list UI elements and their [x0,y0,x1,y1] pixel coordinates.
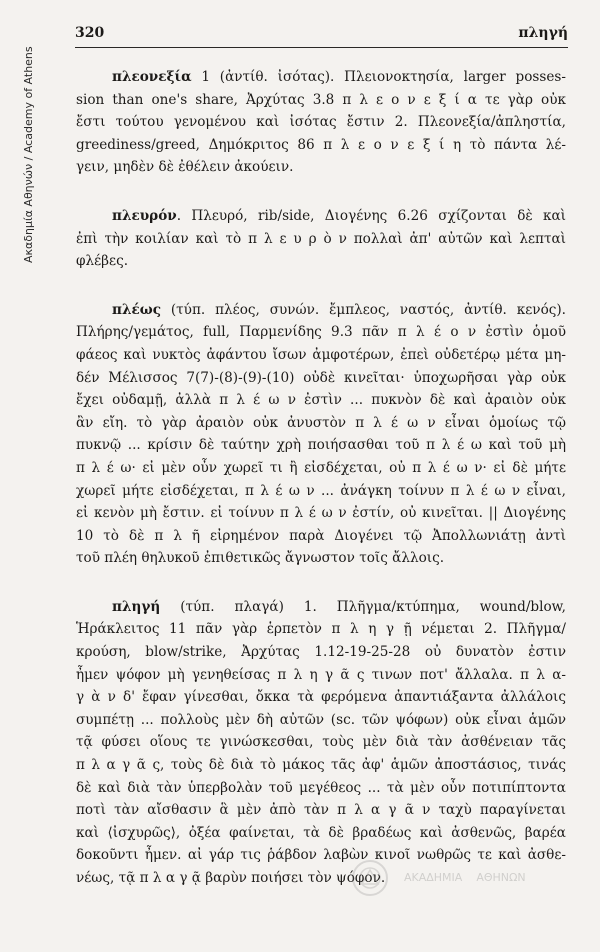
entry-text: (τύπ. πλαγά) 1. Πλῆγμα/κτύπημα, wound/blow, [160,598,566,615]
entry-line [76,596,566,619]
entry-line: ἐπὶ τὴν κοιλίαν καὶ τὸ π λ ε υ ρ ὸ ν πολλαὶ ἀπ' αὐτῶν καὶ λεπταὶ [76,230,566,247]
entry-line: δὲ καὶ διὰ τὰν ὑπερβολὰν τοῦ μεγέθεος ... τὰ μὲν οὖν ποτιπίπτοντα [76,779,566,796]
entry-line: πυκνῷ ... κρίσιν δὲ ταύτην χρὴ ποιήσασθαι τοῦ π λ έ ω καὶ τοῦ μὴ [76,437,566,454]
running-head: πληγή [518,25,568,41]
dictionary-entries [76,66,566,916]
entry-line: τοῦ πλέη θηλυκοῦ ἐπιθετικῶς ἄγνωστον τοῖς ἄλλοις. [76,550,445,567]
entry-line: Ἡράκλειτος 11 πᾶν γὰρ ἑρπετὸν π λ η γ ῇ νέμεται 2. Πλῆγμα/ [76,621,566,638]
side-credit: Ακαδημία Αθηνών / Academy of Athens [22,46,35,263]
headword: πλέως [112,301,161,318]
headword: πλεονεξία [112,69,192,85]
entry-line [76,205,566,228]
entry-line: ποτὶ τὰν αἴσθασιν ἃ μὲν ἀπὸ τὰν π λ α γ ᾶ ν ταχὺ παραγίνεται [76,802,566,819]
entry-text: (τύπ. πλέος, συνών. ἔμπλεος, ναστός, ἀντίθ. κενός). [160,301,566,318]
academy-seal-icon [350,858,390,898]
entry-line: ἔστι τούτου γενομένου καὶ ἰσότας ἔστιν 2. Πλεονεξία/ἀπληστία, [76,114,566,131]
entry-line: τᾷ φύσει οἵους τε γινώσκεσθαι, τοὺς μὲν διὰ τὰν ἀσθένειαν τᾶς [76,734,566,751]
entry-line: 10 τὸ δὲ π λ ῆ εἰρημένον παρὰ Διογένει τῷ Ἀπολλωνιάτῃ ἀντὶ [76,527,566,544]
entry-line: ἂν εἴη. τὸ γὰρ ἀραιὸν οὐκ ἀνυστὸν π λ έ ω ν εἶναι ὁμοίως τῷ [76,414,566,431]
entry-line: χωρεῖ μήτε εἰσδέχεται, π λ έ ω ν ... ἀνάγκη τοίνυν π λ έ ω ν εἶναι, [76,482,566,499]
entry-line: ἦμεν ψόφον μὴ γενηθείσας π λ η γ ᾶ ς τινων ποτ' ἄλλαλα. π λ α- [76,666,566,683]
academy-watermark [350,855,560,900]
entry-2 [76,299,566,570]
page-number: 320 [75,25,105,41]
entry-line: greediness/greed, Δημόκριτος 86 π λ ε ο ν ε ξ ί η τὸ πάντα λέ- [76,136,566,153]
entry-text: 1 (ἀντίθ. ἰσότας). Πλειονοκτησία, larger posses- [191,69,566,85]
entry-line: γ ὰ ν δ' ἔφαν γίνεσθαι, ὄκκα τὰ φερόμενα ἀπαντιάξαντα ἀλλάλοις [76,689,566,706]
entry-line: φλέβες. [76,253,129,270]
watermark-left-text: ΑΚΑΔΗΜΙΑ [404,871,463,884]
entry-line: συμπέτῃ ... πολλοὺς μὲν δὴ αὐτῶν (sc. τῶν ψόφων) οὐκ εἶναι ἁμῶν [76,711,566,728]
entry-1 [76,205,566,273]
entry-line [76,299,566,322]
entry-line: γειν, μηδὲν δὲ ἐθέλειν ἀκούειν. [76,159,294,176]
entry-line: εἰ κενὸν μὴ ἔστιν. εἰ τοίνυν π λ έ ω ν ἐστίν, οὐ κινεῖται. || Διογένης [76,505,566,522]
entry-line [76,66,566,89]
entry-line: νέως, τᾷ π λ α γ ᾷ βαρὺν ποιήσει τὸν ψόφον. [76,870,386,886]
entry-line: π λ έ ω· εἰ μὲν οὖν χωρεῖ τι ἢ εἰσδέχεται, οὐ π λ έ ω ν· εἰ δὲ μήτε [76,459,566,476]
headword: πληγή [112,598,161,615]
entry-0 [76,66,566,179]
entry-line: κρούση, blow/strike, Ἀρχύτας 1.12-19-25-28 οὐ δυνατὸν ἐστιν [76,644,566,661]
entry-line: π λ α γ ᾶ ς, τοὺς δὲ διὰ τὸ μάκος τᾶς ἀφ' ἁμῶν ἀποστάσιος, τινάς [76,757,566,774]
entry-3 [76,596,566,890]
entry-line: δέν Μέλισσος 7(7)-(8)-(9)-(10) οὐδὲ κινεῖται· ὑποχωρῆσαι γὰρ οὐκ [76,369,566,386]
entry-line: φάεος καὶ νυκτὸς ἀφάντου ἴσων ἀμφοτέρων, ἐπεὶ οὐδετέρῳ μέτα μη- [76,346,566,363]
header-rule [75,47,568,48]
entry-line: δοκοῦντι ἦμεν. αἰ γάρ τις ῥάβδον λαβὼν κινοῖ νωθρῶς τε καὶ ἀσθε- [76,847,566,864]
watermark-right-text: ΑΘΗΝΩΝ [476,871,526,884]
entry-line: καὶ ⟨ἰσχυρῶς⟩, ὀξέα φαίνεται, τὰ δὲ βραδέως καὶ ἀσθενῶς, βαρέα [76,824,566,841]
headword: πλευρόν [112,207,177,224]
entry-line: ἔχει οὐδαμῇ, ἀλλὰ π λ έ ω ν ἐστὶν ... πυκνὸν δὲ καὶ ἀραιὸν οὐκ [76,392,566,409]
entry-line: sion than one's share, Ἀρχύτας 3.8 π λ ε ο ν ε ξ ί α τε γὰρ οὐκ [76,91,566,108]
entry-text: . Πλευρό, rib/side, Διογένης 6.26 σχίζονται δὲ καὶ [176,207,566,224]
entry-line: Πλήρης/γεμάτος, full, Παρμενίδης 9.3 πᾶν π λ έ ο ν ἐστὶν ὁμοῦ [76,324,566,341]
